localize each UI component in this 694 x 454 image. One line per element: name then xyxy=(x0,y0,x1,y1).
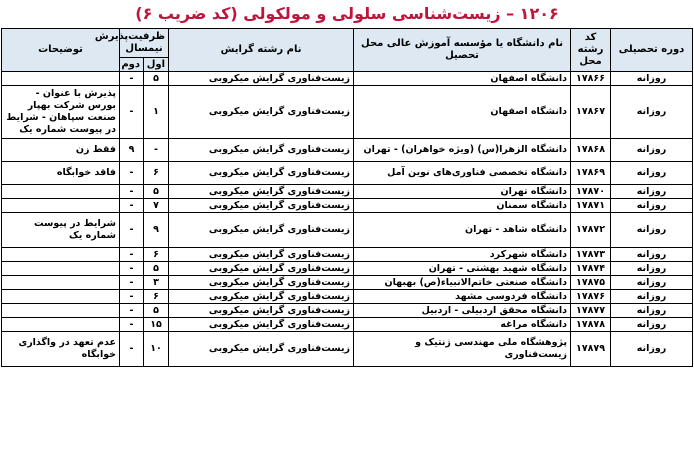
header-period: دوره تحصیلی xyxy=(611,29,693,72)
cell-notes xyxy=(2,304,120,318)
cell-university: دانشگاه محقق اردبیلی - اردبیل xyxy=(354,304,571,318)
cell-notes xyxy=(2,276,120,290)
cell-second-capacity: - xyxy=(120,248,144,262)
table-row xyxy=(2,139,693,162)
cell-code: ۱۷۸۶۷ xyxy=(571,86,611,139)
cell-second-capacity: - xyxy=(120,332,144,367)
cell-field: زیست‌فناوری گرایش میکروبی xyxy=(169,162,354,185)
table-row xyxy=(2,332,693,367)
cell-period: روزانه xyxy=(611,262,693,276)
header-university: نام دانشگاه یا مؤسسه آموزش عالی محل تحصیل xyxy=(354,29,571,72)
cell-code: ۱۷۸۷۱ xyxy=(571,199,611,213)
cell-notes: شرایط در پیوست شماره یک xyxy=(2,213,120,248)
table-row xyxy=(2,72,693,86)
table-row xyxy=(2,276,693,290)
cell-code: ۱۷۸۷۴ xyxy=(571,262,611,276)
cell-second-capacity: - xyxy=(120,304,144,318)
cell-period: روزانه xyxy=(611,248,693,262)
cell-notes xyxy=(2,290,120,304)
cell-period: روزانه xyxy=(611,86,693,139)
cell-university: دانشگاه الزهرا(س) (ویژه خواهران) - تهران xyxy=(354,139,571,162)
cell-notes: پذیرش با عنوان - بورس شرکت بهپار صنعت سپاهان - شرایط در پیوست شماره یک xyxy=(2,86,120,139)
cell-university: دانشگاه اصفهان xyxy=(354,86,571,139)
cell-first-capacity: ۵ xyxy=(144,304,169,318)
cell-code: ۱۷۸۶۶ xyxy=(571,72,611,86)
cell-university: پژوهشگاه ملی مهندسی ژنتیک و زیست‌فناوری xyxy=(354,332,571,367)
cell-field: زیست‌فناوری گرایش میکروبی xyxy=(169,248,354,262)
cell-second-capacity: - xyxy=(120,185,144,199)
cell-first-capacity: ۷ xyxy=(144,199,169,213)
cell-period: روزانه xyxy=(611,213,693,248)
cell-first-capacity: ۱۰ xyxy=(144,332,169,367)
cell-university: دانشگاه مراغه xyxy=(354,318,571,332)
cell-field: زیست‌فناوری گرایش میکروبی xyxy=(169,185,354,199)
cell-second-capacity: - xyxy=(120,213,144,248)
table-row xyxy=(2,199,693,213)
cell-code: ۱۷۸۷۸ xyxy=(571,318,611,332)
admissions-table xyxy=(1,28,693,367)
cell-second-capacity: - xyxy=(120,162,144,185)
table-row xyxy=(2,290,693,304)
table-row xyxy=(2,86,693,139)
cell-university: دانشگاه شهید بهشتی - تهران xyxy=(354,262,571,276)
header-second-semester: دوم xyxy=(120,58,144,72)
cell-code: ۱۷۸۷۲ xyxy=(571,213,611,248)
header-capacity: ظرفیت‌پذیرش نیمسال xyxy=(120,29,169,58)
cell-notes xyxy=(2,72,120,86)
cell-code: ۱۷۸۷۵ xyxy=(571,276,611,290)
cell-university: دانشگاه صنعتی خاتم‌الانبیاء(ص) بهبهان xyxy=(354,276,571,290)
cell-period: روزانه xyxy=(611,199,693,213)
cell-second-capacity: - xyxy=(120,72,144,86)
cell-field: زیست‌فناوری گرایش میکروبی xyxy=(169,86,354,139)
cell-first-capacity: ۳ xyxy=(144,276,169,290)
cell-code: ۱۷۸۷۷ xyxy=(571,304,611,318)
cell-notes xyxy=(2,318,120,332)
cell-notes: فاقد خوابگاه xyxy=(2,162,120,185)
table-row xyxy=(2,185,693,199)
cell-university: دانشگاه تهران xyxy=(354,185,571,199)
header-field: نام رشته گرایش xyxy=(169,29,354,72)
cell-first-capacity: ۹ xyxy=(144,213,169,248)
table-row xyxy=(2,262,693,276)
cell-field: زیست‌فناوری گرایش میکروبی xyxy=(169,318,354,332)
table-row xyxy=(2,248,693,262)
cell-field: زیست‌فناوری گرایش میکروبی xyxy=(169,213,354,248)
cell-second-capacity: - xyxy=(120,86,144,139)
cell-field: زیست‌فناوری گرایش میکروبی xyxy=(169,139,354,162)
cell-second-capacity: ۹ xyxy=(120,139,144,162)
cell-field: زیست‌فناوری گرایش میکروبی xyxy=(169,332,354,367)
cell-period: روزانه xyxy=(611,185,693,199)
cell-period: روزانه xyxy=(611,290,693,304)
cell-period: روزانه xyxy=(611,139,693,162)
cell-period: روزانه xyxy=(611,332,693,367)
cell-period: روزانه xyxy=(611,276,693,290)
cell-field: زیست‌فناوری گرایش میکروبی xyxy=(169,72,354,86)
cell-field: زیست‌فناوری گرایش میکروبی xyxy=(169,262,354,276)
cell-notes xyxy=(2,262,120,276)
cell-period: روزانه xyxy=(611,72,693,86)
cell-university: دانشگاه تخصصی فناوری‌های نوین آمل xyxy=(354,162,571,185)
cell-university: دانشگاه شاهد - تهران xyxy=(354,213,571,248)
cell-university: دانشگاه شهرکرد xyxy=(354,248,571,262)
cell-code: ۱۷۸۶۹ xyxy=(571,162,611,185)
cell-first-capacity: ۶ xyxy=(144,290,169,304)
cell-first-capacity: ۶ xyxy=(144,248,169,262)
cell-first-capacity: ۵ xyxy=(144,262,169,276)
table-row xyxy=(2,304,693,318)
cell-field: زیست‌فناوری گرایش میکروبی xyxy=(169,276,354,290)
cell-university: دانشگاه اصفهان xyxy=(354,72,571,86)
cell-period: روزانه xyxy=(611,304,693,318)
cell-code: ۱۷۸۷۳ xyxy=(571,248,611,262)
cell-code: ۱۷۸۷۶ xyxy=(571,290,611,304)
cell-notes xyxy=(2,199,120,213)
cell-first-capacity: ۵ xyxy=(144,72,169,86)
cell-second-capacity: - xyxy=(120,290,144,304)
cell-university: دانشگاه سمنان xyxy=(354,199,571,213)
cell-code: ۱۷۸۷۰ xyxy=(571,185,611,199)
cell-field: زیست‌فناوری گرایش میکروبی xyxy=(169,199,354,213)
cell-notes xyxy=(2,248,120,262)
table-row xyxy=(2,213,693,248)
header-code: کد رشته محل xyxy=(571,29,611,72)
cell-period: روزانه xyxy=(611,162,693,185)
cell-first-capacity: - xyxy=(144,139,169,162)
cell-university: دانشگاه فردوسی مشهد xyxy=(354,290,571,304)
table-row xyxy=(2,162,693,185)
cell-first-capacity: ۶ xyxy=(144,162,169,185)
cell-field: زیست‌فناوری گرایش میکروبی xyxy=(169,304,354,318)
cell-first-capacity: ۱ xyxy=(144,86,169,139)
table-row xyxy=(2,318,693,332)
cell-code: ۱۷۸۶۸ xyxy=(571,139,611,162)
header-first-semester: اول xyxy=(144,58,169,72)
cell-second-capacity: - xyxy=(120,318,144,332)
header-notes: توضیحات xyxy=(2,29,120,72)
cell-notes: فقط زن xyxy=(2,139,120,162)
cell-notes: عدم تعهد در واگذاری خوابگاه xyxy=(2,332,120,367)
cell-first-capacity: ۵ xyxy=(144,185,169,199)
cell-second-capacity: - xyxy=(120,199,144,213)
page-title: ۱۲۰۶ – زیست‌شناسی سلولی و مولکولی (کد ضریب ۶) xyxy=(135,4,559,23)
cell-notes xyxy=(2,185,120,199)
cell-field: زیست‌فناوری گرایش میکروبی xyxy=(169,290,354,304)
cell-period: روزانه xyxy=(611,318,693,332)
cell-second-capacity: - xyxy=(120,276,144,290)
cell-code: ۱۷۸۷۹ xyxy=(571,332,611,367)
cell-second-capacity: - xyxy=(120,262,144,276)
cell-first-capacity: ۱۵ xyxy=(144,318,169,332)
